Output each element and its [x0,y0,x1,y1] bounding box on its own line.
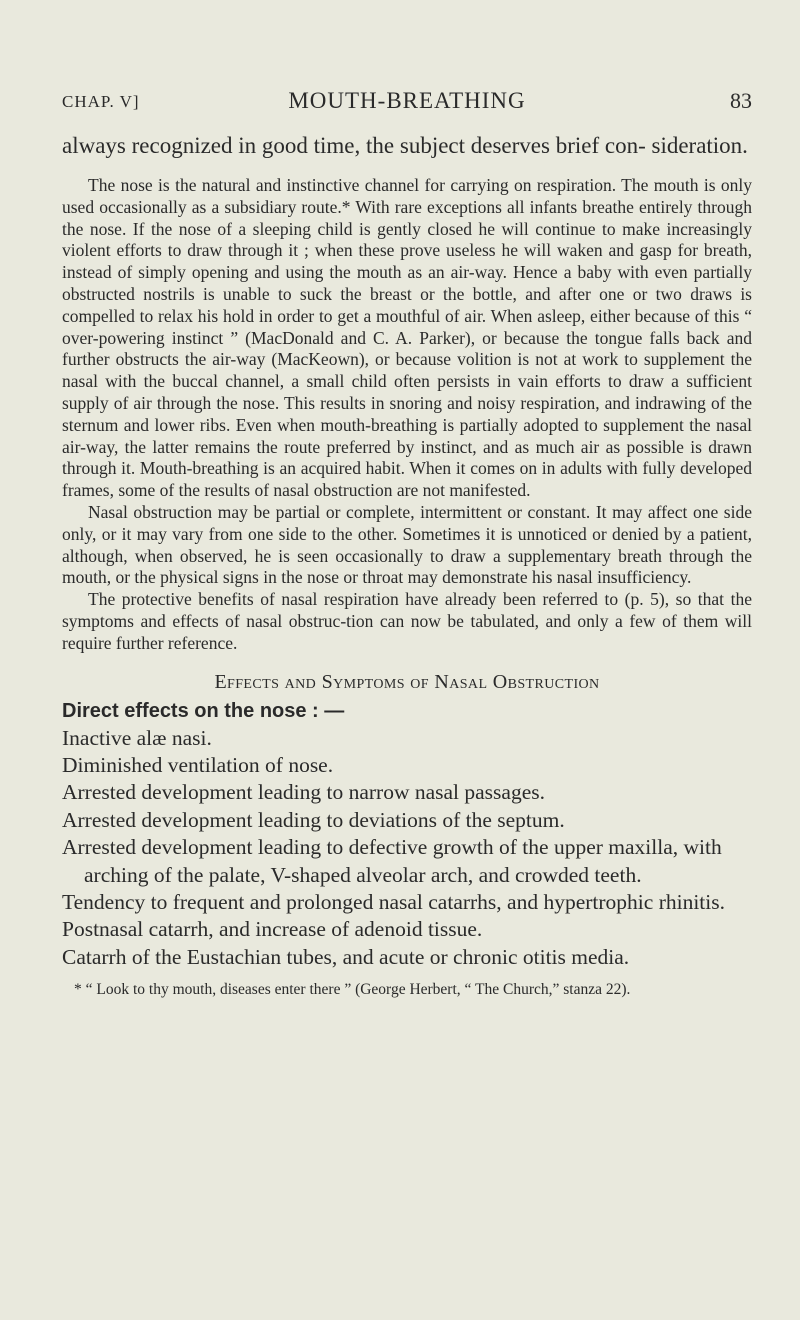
list-item: Catarrh of the Eustachian tubes, and acute or chronic otitis media. [62,944,630,969]
paragraph: The protective benefits of nasal respiration have already been referred to (p. 5), so that the symptoms and effects of nasal obstruc-tion can now be tabulated, and only a few of them will require further reference. [62,589,752,653]
list-item: Inactive alæ nasi. [62,725,212,750]
page-content [62,130,752,999]
running-title: MOUTH-BREATHING [288,88,526,113]
footnote: * “ Look to thy mouth, diseases enter there ” (George Herbert, “ The Church,” stanza 22). [74,981,631,999]
paragraph: Nasal obstruction may be partial or complete, intermittent or constant. It may affect one side only, or it may vary from one side to the other. Sometimes it is unnoticed or denied by a patient, although, when observed, he is seen occasionally to draw a supplementary breath through the mouth, or the physical signs in the nose or throat may demonstrate his nasal insufficiency. [62,501,752,588]
running-header [62,88,752,118]
list-item: Arrested development leading to narrow nasal passages. [62,780,545,805]
subheading: Direct effects on the nose : — [62,699,345,722]
list-item: Postnasal catarrh, and increase of adenoid tissue. [62,917,483,942]
lead-text: always recognized in good time, the subject deserves brief con- sideration. [62,133,748,158]
page-number: 83 [730,88,752,113]
section-heading: Effects and Symptoms of Nasal Obstruction [214,670,600,693]
chapter-label: CHAP. V] [62,92,140,111]
list-item: Diminished ventilation of nose. [62,752,334,777]
list-item: Arrested development leading to deviations of the septum. [62,807,565,832]
paragraph: The nose is the natural and instinctive channel for carrying on respiration. The mouth is only used occasionally as a subsidiary route.* With rare exceptions all infants breathe entirely through the nose. If the nose of a sleeping child is gently closed he will continue to make increasingly violent efforts to draw through it ; when these prove useless he will waken and gasp for breath, instead of simply opening and using the mouth as an air-way. Hence a baby with even partially obstructed nostrils is unable to suck the breast or the bottle, and after one or two draws is compelled to relax his hold in order to get a mouthful of air. When asleep, either because of this “ over-powering instinct ” (MacDonald and C. A. Parker), or because the tongue falls back and further obstructs the air-way (MacKeown), or because volition is not at work to supplement the nasal with the buccal channel, a small child often persists in vain efforts to draw a sufficient supply of air through the nose. This results in snoring and noisy respiration, and indrawing of the sternum and lower ribs. Even when mouth-breathing is partially adopted to supplement the nasal air-way, the latter remains the route preferred by instinct, and as much air as possible is drawn through it. Mouth-breathing is an acquired habit. When it comes on in adults with fully developed frames, some of the results of nasal obstruction are not manifested. [62,175,752,501]
list-item: Tendency to frequent and prolonged nasal catarrhs, and hypertrophic rhinitis. [62,889,725,914]
list-item: Arrested development leading to defective growth of the upper maxilla, with arching of the palate, V-shaped alveolar arch, and crowded teeth. [62,835,722,887]
effects-list [62,725,752,972]
